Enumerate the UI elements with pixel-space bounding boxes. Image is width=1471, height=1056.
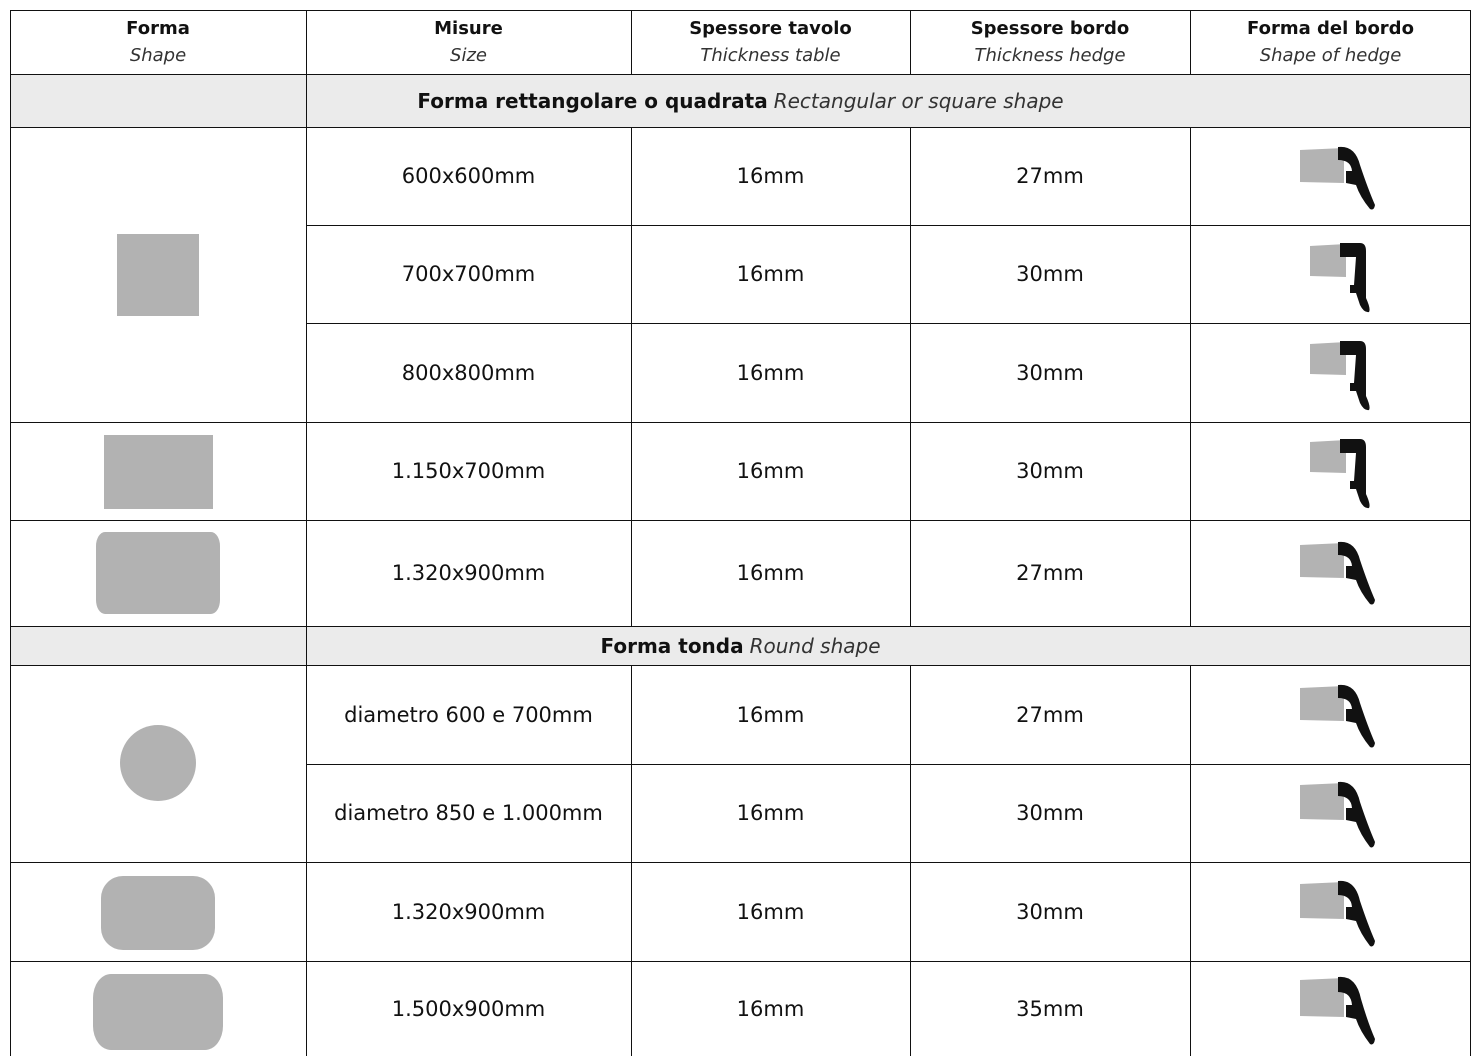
grid-line <box>306 10 307 1056</box>
table-thickness-cell: 16mm <box>736 360 805 385</box>
grid-line <box>10 74 1471 75</box>
spec-table <box>10 10 1471 1056</box>
table-thickness-cell: 16mm <box>736 801 805 825</box>
table-thickness-cell: 16mm <box>736 996 805 1021</box>
table-thickness-cell: 16mm <box>736 164 805 188</box>
grid-line <box>10 961 1471 962</box>
size-cell: diametro 600 e 700mm <box>344 702 593 727</box>
edge-profile-27-icon <box>1300 685 1380 750</box>
col-header-en: Shape of hedge <box>1259 45 1402 66</box>
size-cell: 800x800mm <box>401 360 536 385</box>
grid-line <box>631 10 632 74</box>
col-header-en: Thickness hedge <box>974 45 1126 66</box>
edge-profile-30-icon <box>1310 439 1380 509</box>
section-title-it: Forma rettangolare o quadrata <box>417 88 768 113</box>
grid-line <box>631 665 632 1056</box>
col-header-edge-thickness <box>910 10 1190 74</box>
rounded-rectangle-table-shape <box>96 532 220 614</box>
edge-profile-30-icon <box>1310 243 1380 313</box>
edge-thickness-cell: 27mm <box>1016 702 1084 727</box>
grid-line <box>10 10 11 1056</box>
col-header-it: Spessore bordo <box>970 18 1130 39</box>
col-header-en: Thickness table <box>700 45 841 66</box>
size-cell: diametro 850 e 1.000mm <box>334 801 603 825</box>
size-cell: 700x700mm <box>401 262 536 286</box>
edge-thickness-cell: 30mm <box>1016 459 1084 483</box>
rectangular-table-shape <box>104 435 213 509</box>
table-thickness-cell: 16mm <box>736 899 805 924</box>
wide-oval-table-shape <box>93 974 223 1050</box>
grid-line <box>306 323 1471 324</box>
grid-line <box>10 422 1471 423</box>
edge-profile-35-icon <box>1300 977 1380 1047</box>
edge-thickness-cell: 27mm <box>1016 561 1084 585</box>
edge-thickness-cell: 30mm <box>1016 262 1084 286</box>
edge-thickness-cell: 35mm <box>1016 996 1084 1021</box>
grid-line <box>910 127 911 626</box>
grid-line <box>10 862 1471 863</box>
col-header-en: Size <box>450 45 487 66</box>
col-header-shape <box>10 10 306 74</box>
size-cell: 1.320x900mm <box>391 899 546 924</box>
edge-thickness-cell: 30mm <box>1016 899 1084 924</box>
edge-profile-30-icon <box>1310 341 1380 411</box>
edge-thickness-cell: 27mm <box>1016 164 1084 188</box>
section-title-round <box>10 626 1471 665</box>
edge-profile-30-icon <box>1300 782 1380 850</box>
col-header-it: Spessore tavolo <box>689 18 852 39</box>
edge-profile-30-icon <box>1300 881 1380 949</box>
edge-thickness-cell: 30mm <box>1016 801 1084 825</box>
grid-line <box>1190 665 1191 1056</box>
table-thickness-cell: 16mm <box>736 561 805 585</box>
grid-line <box>910 665 911 1056</box>
col-header-it: Misure <box>434 18 503 39</box>
col-header-it: Forma del bordo <box>1247 18 1414 39</box>
grid-line <box>10 127 1471 128</box>
grid-line <box>1190 127 1191 626</box>
col-header-it: Forma <box>126 18 190 39</box>
grid-line <box>10 520 1471 521</box>
size-cell: 1.500x900mm <box>391 996 546 1021</box>
grid-line <box>631 127 632 626</box>
table-thickness-cell: 16mm <box>736 262 805 286</box>
grid-line <box>10 10 1471 11</box>
grid-line <box>910 10 911 74</box>
edge-profile-27-icon <box>1300 147 1380 212</box>
size-cell: 1.320x900mm <box>391 561 546 585</box>
col-header-table-thickness <box>631 10 910 74</box>
section-title-it: Forma tonda <box>600 633 744 658</box>
col-header-edge-shape <box>1190 10 1471 74</box>
square-table-shape <box>117 234 199 316</box>
size-cell: 1.150x700mm <box>391 459 546 483</box>
table-thickness-cell: 16mm <box>736 702 805 727</box>
grid-line <box>306 764 1471 765</box>
grid-line <box>10 665 1471 666</box>
section-title-en: Round shape <box>749 633 881 658</box>
section-title-en: Rectangular or square shape <box>773 88 1064 113</box>
col-header-size <box>306 10 631 74</box>
table-thickness-cell: 16mm <box>736 459 805 483</box>
grid-line <box>306 225 1471 226</box>
round-table-shape <box>120 725 196 801</box>
grid-line <box>10 626 1471 627</box>
edge-thickness-cell: 30mm <box>1016 360 1084 385</box>
size-cell: 600x600mm <box>401 164 536 188</box>
col-header-en: Shape <box>129 45 187 66</box>
section-title-rectangular <box>10 74 1471 127</box>
grid-line <box>1190 10 1191 74</box>
edge-profile-27-icon <box>1300 542 1380 607</box>
oval-table-shape <box>101 876 215 950</box>
